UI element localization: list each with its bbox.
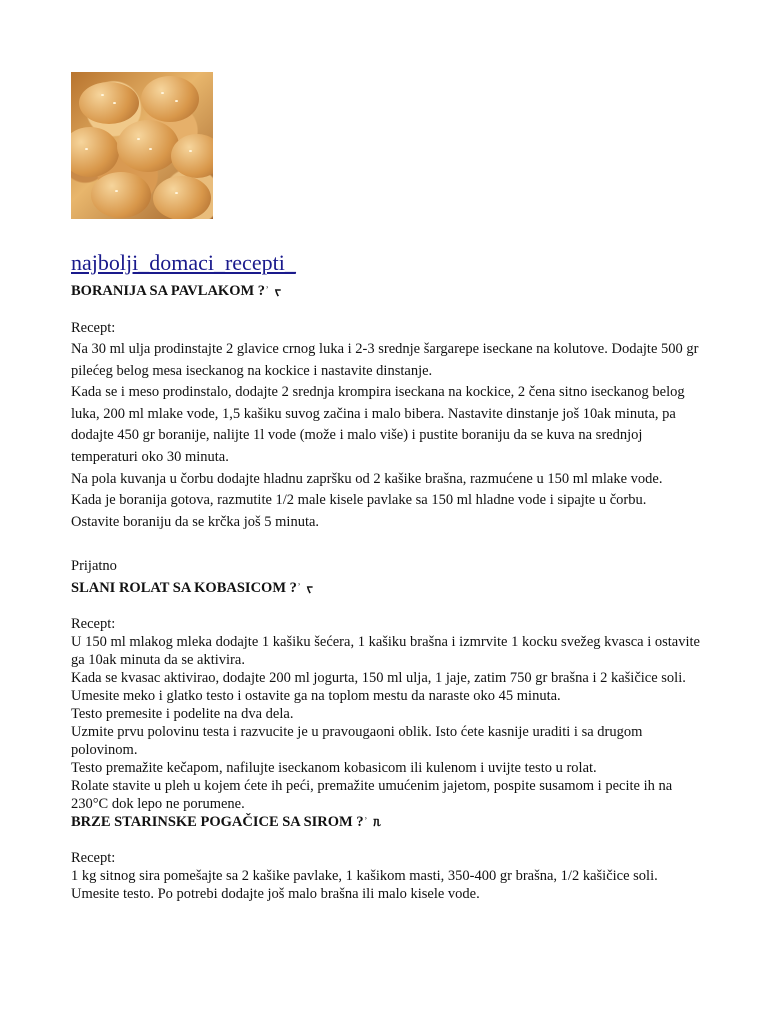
recipe-paragraph: Ostavite boraniju da se krčka još 5 minuta. [71, 513, 320, 530]
recipe-title-symbol: ʾ ᡪ [265, 283, 282, 298]
recipe-label: Recept: [71, 320, 116, 336]
recipe-paragraph: Kada je boranija gotova, razmutite 1/2 male kisele pavlake sa 150 ml hladne vode i sipajte u čorbu. [71, 492, 647, 509]
recipe-paragraph: Umesite meko i glatko testo i ostavite ga na toplom mestu da naraste oko 45 minuta. [71, 688, 561, 705]
recipe-title [71, 282, 711, 300]
recipe-label: Recept: [71, 616, 116, 633]
recipe-title [71, 579, 711, 597]
pastry-photo [71, 72, 213, 219]
recipe-paragraph: Umesite testo. Po potrebi dodajte još malo brašna ili malo kisele vode. [71, 886, 480, 903]
document-page [71, 72, 711, 903]
recipe-paragraph: Testo premažite kečapom, nafilujte iseckanom kobasicom ili kulenom i uvijte testo u rolat. [71, 760, 597, 777]
recipe-paragraph: Na 30 ml ulja prodinstajte 2 glavice crnog luka i 2-3 srednje šargarepe iseckane na kolutove. Dodajte 500 gr pilećeg belog mesa iseckanog na kockice i nastavite dinstanje. [71, 341, 699, 379]
recipe-closing: Prijatno [71, 558, 117, 575]
recipe-title-text: SLANI ROLAT SA KOBASICOM ? [71, 580, 297, 597]
recipe-title-symbol: ʾ ᥰ [363, 814, 383, 830]
recipe-paragraph: Uzmite prvu polovinu testa i razvucite je u pravougaoni oblik. Isto ćete kasnije uraditi i sa drugom polovinom. [71, 724, 643, 759]
recipe-paragraph: 1 kg sitnog sira pomešajte sa 2 kašike pavlake, 1 kašikom masti, 350-400 gr brašna, 1/2 kašičice soli. [71, 868, 658, 885]
recipe-paragraph: Na pola kuvanja u čorbu dodajte hladnu zapršku od 2 kašike brašna, razmućene u 150 ml mlake vode. [71, 470, 663, 487]
recipe-title [71, 813, 711, 831]
recipe-title-text: BORANIJA SA PAVLAKOM ? [71, 283, 266, 299]
recipe-paragraph: Testo premesite i podelite na dva dela. [71, 706, 294, 723]
recipe-paragraph: Kada se i meso prodinstalo, dodajte 2 srednja krompira iseckana na kockice, 2 čena sitno iseckanog belog luka, 200 ml mlake vode, 1,5 kašiku suvog začina i malo bibera. Nastavite dinstanje još 10ak minuta, pa dodajte 450 gr boranije, nalijte 1l vode (može i malo više) i pustite boraniju da se kuva na srednjoj temperaturi oko 30 minuta. [71, 384, 685, 465]
blog-link[interactable]: najbolji_domaci_recepti_ [71, 250, 296, 275]
recipe-label: Recept: [71, 850, 116, 867]
recipe-title-text: BRZE STARINSKE POGAČICE SA SIROM ? [71, 814, 364, 831]
recipe-paragraph: Kada se kvasac aktivirao, dodajte 200 ml jogurta, 150 ml ulja, 1 jaje, zatim 750 gr brašna i 2 kašičice soli. [71, 670, 686, 687]
recipe-paragraph: U 150 ml mlakog mleka dodajte 1 kašiku šećera, 1 kašiku brašna i izmrvite 1 kocku svežeg kvasca i ostavite ga 10ak minuta da se aktivira. [71, 634, 700, 669]
recipe-paragraph: Rolate stavite u pleh u kojem ćete ih peći, premažite umućenim jajetom, pospite susamom i pecite ih na 230°C dok lepo ne porumene. [71, 778, 673, 813]
recipe-title-symbol: ʾ ᡪ [296, 580, 313, 596]
